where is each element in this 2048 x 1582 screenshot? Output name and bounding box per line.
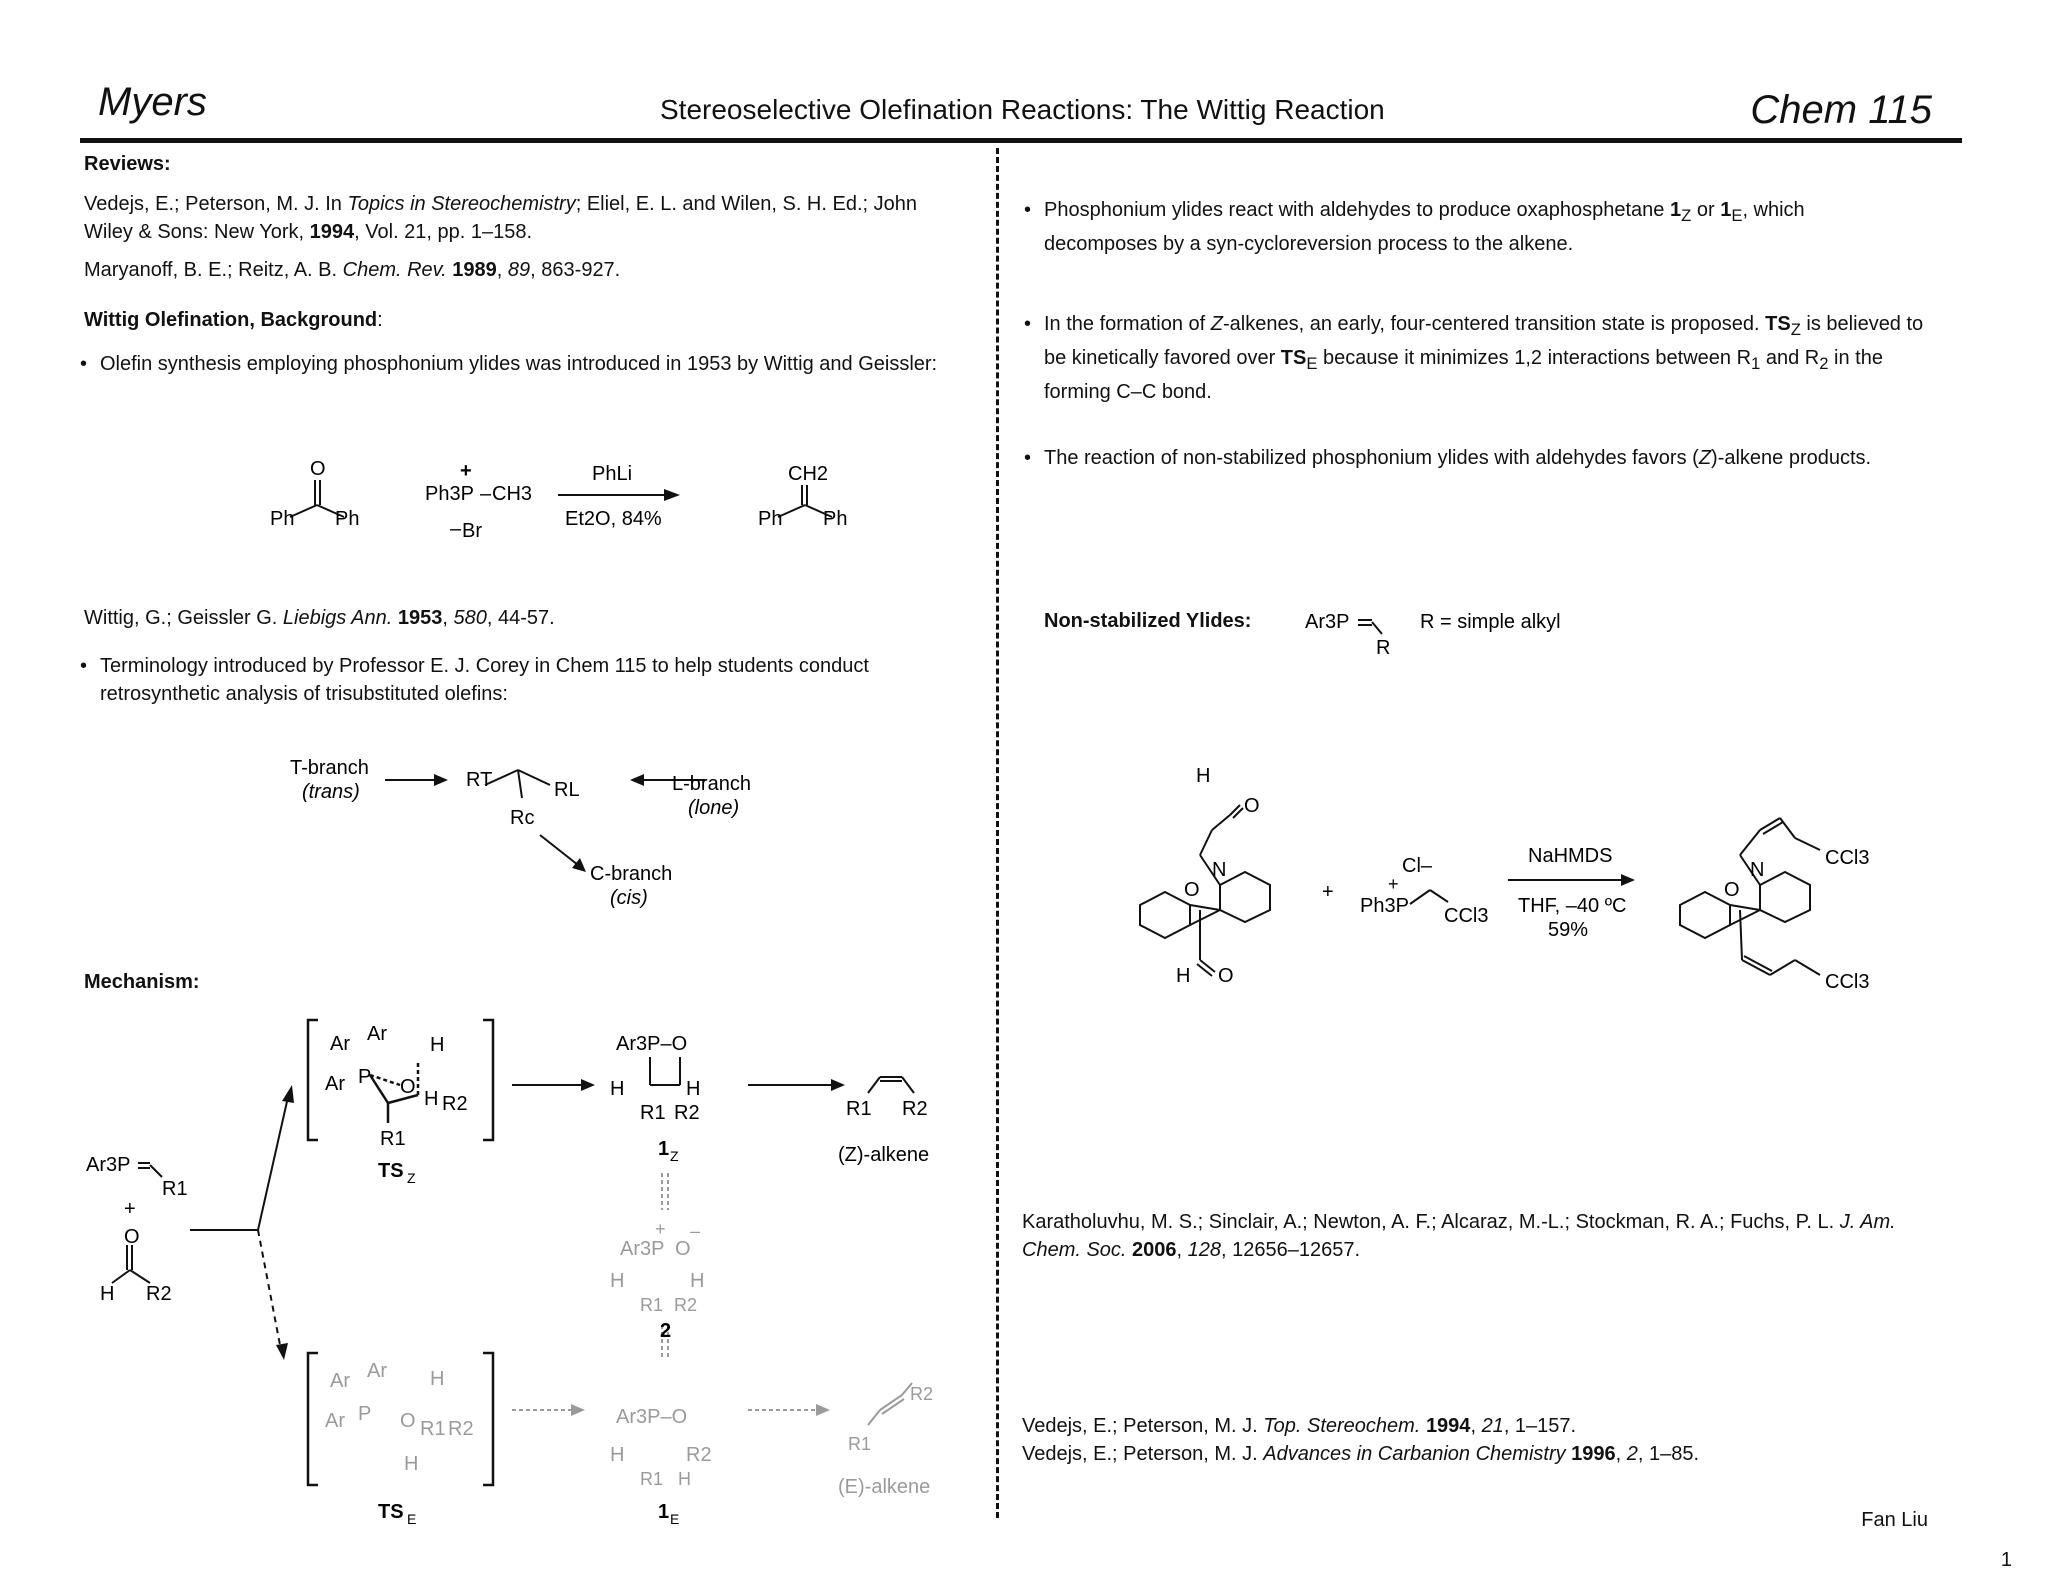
betaine-r1: R1 — [640, 1295, 664, 1315]
betaine-minus: – — [690, 1221, 701, 1241]
phosphonium-dash: – — [480, 483, 492, 505]
nonstabilized-ylide-structure — [1300, 598, 1620, 658]
tse-label: TS — [378, 1501, 404, 1523]
betaine-h-left: H — [610, 1270, 625, 1292]
tsz-r1: R1 — [380, 1128, 406, 1150]
phosphonium-ph3p-2: Ph3P — [1360, 895, 1409, 917]
tse-label-sub: E — [407, 1511, 417, 1527]
product-n: N — [1750, 859, 1765, 881]
tsz-ar-1: Ar — [330, 1033, 350, 1055]
right-bullet-3: • The reaction of non-stabilized phosphonium ylides with aldehydes favors (Z)-alkene products. — [1024, 447, 1872, 469]
rc-label: Rc — [510, 807, 535, 829]
sm-h-top: H — [1196, 765, 1211, 787]
arrow-label-above: PhLi — [592, 463, 633, 485]
review-ref-2: Maryanoff, B. E.; Reitz, A. B. Chem. Rev. 1989, 89, 863-927. — [84, 259, 621, 281]
mechanism-diagram — [80, 1015, 980, 1535]
arrow-label-below: Et2O, 84% — [565, 508, 662, 530]
tse-ar-3: Ar — [325, 1410, 345, 1432]
review-ref-1: Vedejs, E.; Peterson, M. J. In Topics in Stereochemistry; Eliel, E. L. and Wilen, S. H. Ed.; John Wiley & Sons: New York, 1994, Vol. 21, pp. 1–158. — [84, 193, 917, 243]
oxaz-h-right: H — [686, 1078, 701, 1100]
terminology-bullet: • Terminology introduced by Professor E. J. Corey in Chem 115 to help students conduct retrosynthetic analysis of trisubstituted olefins: — [80, 655, 869, 705]
page-title: Stereoselective Olefination Reactions: The Wittig Reaction — [660, 94, 1385, 125]
branch-terminology-diagram — [270, 740, 790, 910]
l-branch-label: L-branch — [672, 773, 751, 795]
betaine-r2: R2 — [674, 1295, 698, 1315]
z-alkene-label: (Z)-alkene — [838, 1144, 930, 1166]
tse-ar-2: Ar — [367, 1360, 387, 1382]
betaine-label: 2 — [660, 1320, 672, 1342]
ylide-formula: Ar3P — [86, 1154, 131, 1176]
oxaz-r2: R2 — [674, 1102, 700, 1124]
betaine-h-right: H — [690, 1270, 705, 1292]
nonstab-ar3p: Ar3P — [1305, 611, 1350, 633]
z-alkene-r2: R2 — [902, 1098, 928, 1120]
tse-o: O — [400, 1410, 416, 1432]
reviews-heading: Reviews: — [84, 153, 171, 175]
oxae-h-bottom: H — [678, 1469, 691, 1489]
header-author: Myers — [98, 80, 207, 124]
e-alkene-r1: R1 — [848, 1434, 872, 1454]
background-heading: Wittig Olefination, Background: — [84, 309, 383, 331]
c-branch-paren: (cis) — [610, 887, 648, 909]
tse-h-top: H — [430, 1368, 445, 1390]
bromide-minus: – — [450, 518, 462, 540]
scheme2-yield: 59% — [1548, 919, 1589, 941]
oxae-r2: R2 — [686, 1444, 712, 1466]
tsz-p: P — [358, 1066, 372, 1088]
aldehyde-h: H — [100, 1283, 115, 1305]
1e-label-sub: E — [670, 1511, 680, 1527]
t-branch-paren: (trans) — [302, 781, 360, 803]
phosphonium-ccl3: CCl3 — [1444, 905, 1489, 927]
page-number: 1 — [2000, 1549, 2012, 1571]
oxaz-h-left: H — [610, 1078, 625, 1100]
background-bullet-1: • Olefin synthesis employing phosphonium ylides was introduced in 1953 by Wittig and Geissler: — [80, 353, 938, 375]
tsz-ar-3: Ar — [325, 1073, 345, 1095]
mech-plus: + — [124, 1198, 136, 1220]
tse-h: H — [404, 1453, 419, 1475]
rt-label: RT — [466, 769, 493, 791]
z-alkene-r1: R1 — [846, 1098, 872, 1120]
tsz-r2: R2 — [442, 1093, 468, 1115]
sm-o-top: O — [1244, 795, 1260, 817]
header-rule — [80, 138, 1962, 143]
e-alkene-label: (E)-alkene — [838, 1476, 931, 1498]
oxae-formula: Ar3P–O — [616, 1406, 688, 1428]
t-branch-label: T-branch — [290, 757, 369, 779]
nonstabilized-label: Non-stabilized Ylides: — [1044, 610, 1252, 632]
rl-label: RL — [554, 779, 580, 801]
product-ph-left: Ph — [758, 508, 783, 530]
product-ph-right: Ph — [823, 508, 848, 530]
right-bullet-2: • In the formation of Z-alkenes, an early, four-centered transition state is proposed. $TS_Z$ is believed to be kinetically favored over $TS_E$ because it minimizes 1,2 interactions between $R_1$ and $R_2$ in the forming C–C bond. — [1024, 313, 1924, 403]
l-branch-paren: (lone) — [688, 797, 740, 819]
tse-r1: R1 — [420, 1418, 446, 1440]
tsz-label-sub: Z — [407, 1170, 416, 1186]
course-label: Chem 115 — [1750, 88, 1932, 132]
right-bullet-1: • Phosphonium ylides react with aldehydes to produce oxaphosphetane $1_Z$ or $1_E$, which decomposes by a syn-cycloreversion process to the alkene. — [1024, 199, 1805, 255]
product-o-ring: O — [1724, 879, 1740, 901]
bromide: Br — [462, 520, 482, 542]
aldehyde-r2: R2 — [146, 1283, 172, 1305]
tse-r2: R2 — [448, 1418, 474, 1440]
tsz-o: O — [400, 1076, 416, 1098]
sm-o-ring: O — [1184, 879, 1200, 901]
column-divider — [996, 148, 999, 1518]
product-ch2: CH2 — [788, 463, 829, 485]
product-ccl3-top: CCl3 — [1825, 847, 1870, 869]
tse-p: P — [358, 1403, 372, 1425]
c-branch-label: C-branch — [590, 863, 673, 885]
mechanism-heading: Mechanism: — [84, 971, 200, 993]
sm-o-bottom: O — [1218, 965, 1234, 987]
karatholuvhu-reference: Karatholuvhu, M. S.; Sinclair, A.; Newton, A. F.; Alcaraz, M.-L.; Stockman, R. A.; Fuchs, P. L. J. Am. Chem. Soc. 2006, 128, 12656–12657. — [1022, 1211, 1896, 1261]
ylide-r1: R1 — [162, 1178, 188, 1200]
chloride: Cl– — [1402, 855, 1433, 877]
e-alkene-r2: R2 — [910, 1384, 934, 1404]
author-credit: Fan Liu — [1861, 1509, 1928, 1531]
oxae-r1: R1 — [640, 1469, 664, 1489]
phosphonium-ch3: CH3 — [492, 483, 533, 505]
vedejs-references: Vedejs, E.; Peterson, M. J. Top. Stereochem. 1994, 21, 1–157. Vedejs, E.; Peterson, M. J. Advances in Carbanion Chemistry 1996, 2, 1–85. — [1022, 1415, 1700, 1465]
1e-label: 1 — [658, 1501, 670, 1523]
tsz-label: TS — [378, 1160, 404, 1182]
product-ccl3-bottom: CCl3 — [1825, 971, 1870, 993]
nonstab-r: R — [1376, 637, 1391, 658]
oxaz-formula: Ar3P–O — [616, 1033, 688, 1055]
synthesis-scheme — [1080, 760, 1980, 1000]
1z-label-sub: Z — [670, 1148, 679, 1164]
ketone-ph-right: Ph — [335, 508, 360, 530]
scheme2-plus: + — [1322, 881, 1334, 903]
phosphonium-plus: + — [460, 460, 472, 482]
1z-label: 1 — [658, 1138, 670, 1160]
tse-ar-1: Ar — [330, 1370, 350, 1392]
betaine-ylide: Ar3P — [620, 1238, 665, 1260]
wittig-reference: Wittig, G.; Geissler G. Liebigs Ann. 1953, 580, 44-57. — [84, 607, 555, 629]
sm-h-bottom: H — [1176, 965, 1191, 987]
phosphonium-ph3p: Ph3P — [425, 483, 474, 505]
betaine-o: O — [675, 1238, 691, 1260]
tsz-ar-2: Ar — [367, 1023, 387, 1045]
sm-n: N — [1212, 859, 1227, 881]
ketone-oxygen: O — [310, 458, 326, 480]
scheme2-conditions: THF, –40 ºC — [1518, 895, 1627, 917]
wittig-scheme-1 — [260, 455, 860, 565]
aldehyde-o: O — [124, 1226, 140, 1248]
phosphonium-plus-2: + — [1388, 874, 1399, 894]
ketone-ph-left: Ph — [270, 508, 295, 530]
nonstab-definition: R = simple alkyl — [1420, 611, 1561, 633]
oxaz-r1: R1 — [640, 1102, 666, 1124]
tsz-h: H — [424, 1088, 439, 1110]
oxae-h-left: H — [610, 1444, 625, 1466]
tsz-h-top: H — [430, 1034, 445, 1056]
betaine-plus: + — [655, 1219, 666, 1239]
scheme2-reagent: NaHMDS — [1528, 845, 1613, 867]
